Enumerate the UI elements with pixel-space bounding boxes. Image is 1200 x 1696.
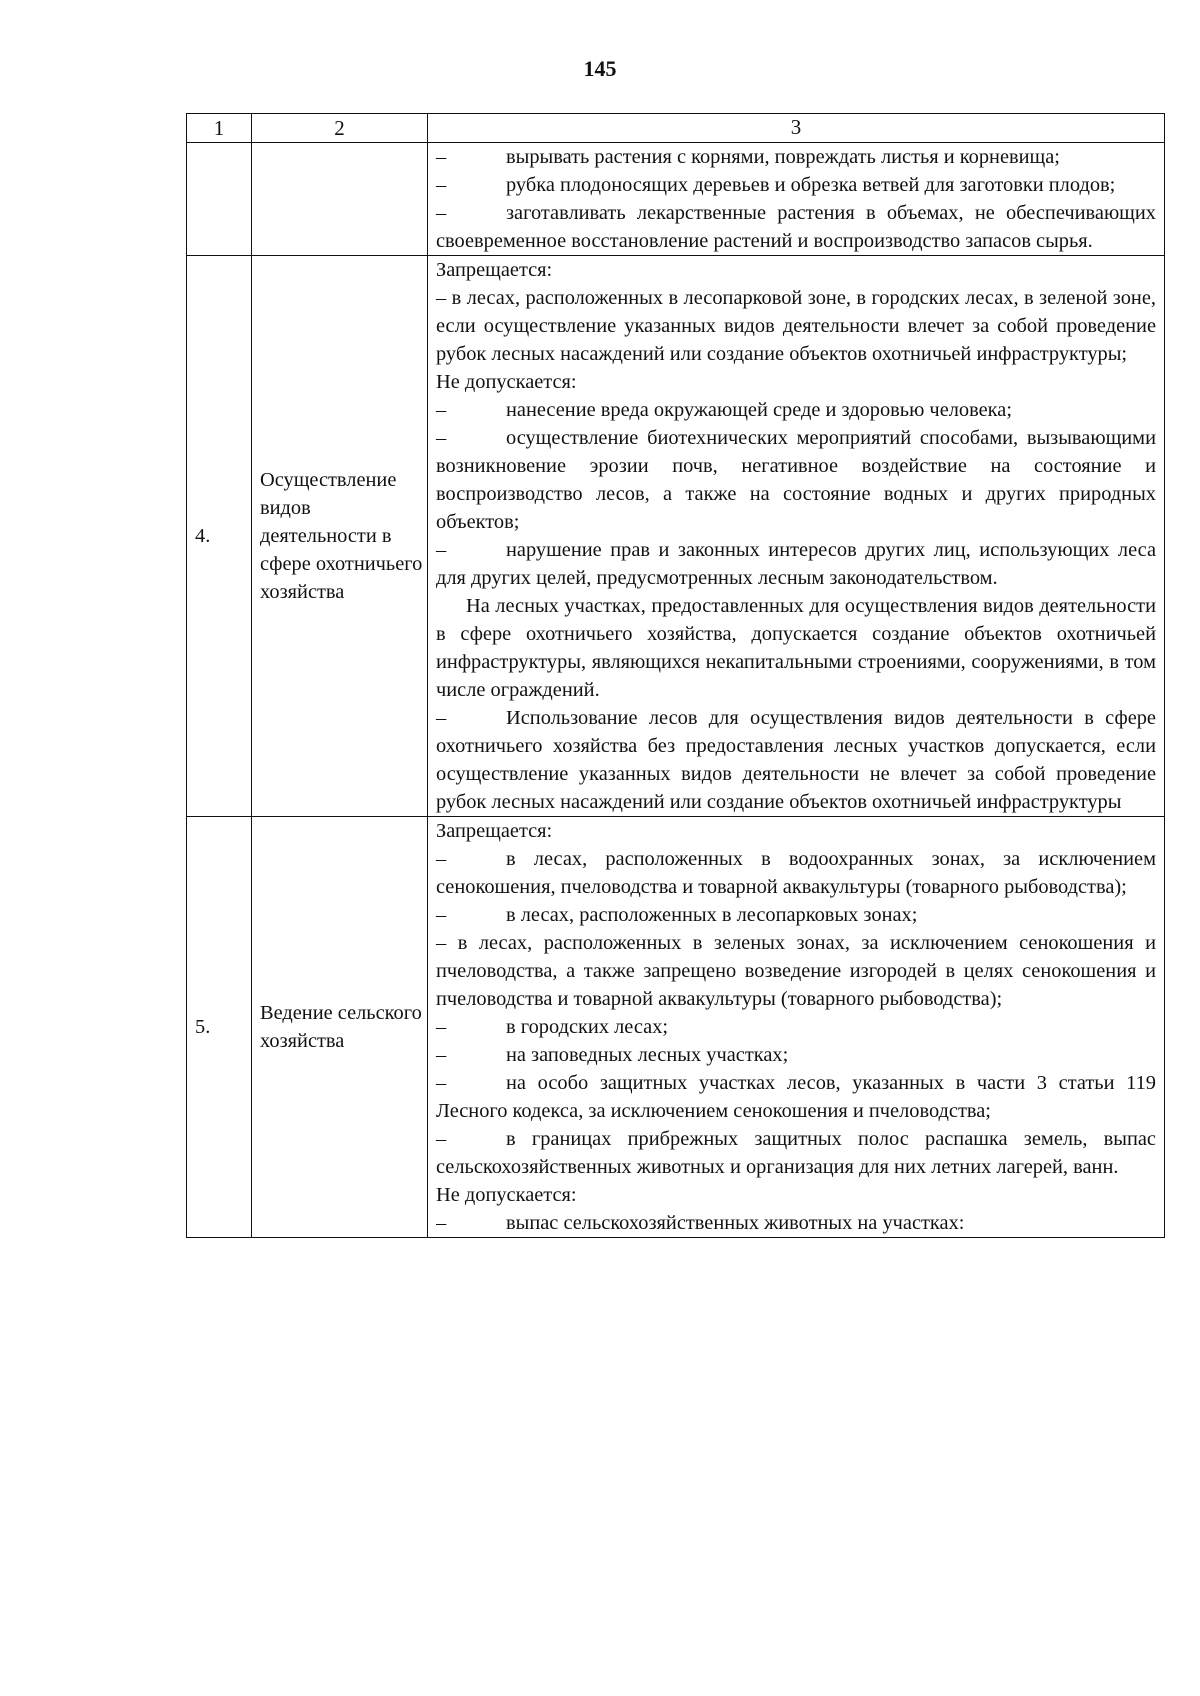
row-content-cell	[428, 817, 1165, 1238]
activity-name: Осуществление видов деятельности в сфере охотничьего хозяйства	[260, 469, 423, 603]
row-name-cell	[252, 817, 428, 1238]
prohibited-heading: Запрещается:	[436, 820, 553, 842]
list-item: – в лесах, расположенных в водоохранных зонах, за исключением сенокошения, пчеловодства и товарной аквакультуры (товарного рыбоводства);	[436, 848, 1156, 898]
list-item: – осуществление биотехнических мероприятий способами, вызывающими возникновение эрозии почв, негативное воздействие на состояние и воспроизводство лесов, а также на состояние водных и других природных объектов;	[436, 427, 1156, 533]
green-zone-text: – в лесах, расположенных в зеленых зонах, за исключением сенокошения и пчеловодства, а также запрещено возведение изгородей в целях сенокошения и пчеловодства и товарной аквакультуры (товарного рыбоводства);	[436, 932, 1156, 1010]
row-content-cell	[428, 256, 1165, 817]
list-item: – вырывать растения с корнями, повреждать листья и корневища;	[436, 146, 1060, 168]
header-col-1: 1	[187, 114, 252, 143]
list-item: – в границах прибрежных защитных полос распашка земель, выпас сельскохозяйственных животных и организация для них летних лагерей, ванн.	[436, 1128, 1156, 1178]
list-item: – в лесах, расположенных в лесопарковых зонах;	[436, 904, 918, 926]
list-item: – выпас сельскохозяйственных животных на участках:	[436, 1212, 965, 1234]
prohibited-heading: Запрещается:	[436, 259, 553, 281]
page-number: 145	[583, 56, 617, 81]
list-item: – на особо защитных участках лесов, указанных в части 3 статьи 119 Лесного кодекса, за исключением сенокошения и пчеловодства;	[436, 1072, 1156, 1122]
row-name-cell	[252, 256, 428, 817]
row-number-cell: 5.	[187, 817, 252, 1238]
table-row-4	[187, 256, 1165, 817]
not-allowed-heading: Не допускается:	[436, 1184, 577, 1206]
list-item: – Использование лесов для осуществления видов деятельности в сфере охотничьего хозяйства без предоставления лесных участков допускается, если осуществление указанных видов деятельности не влечет за собой проведение рубок лесных насаждений или создание объектов охотничьей инфраструктуры	[436, 707, 1156, 813]
row-number-cell: 4.	[187, 256, 252, 817]
list-item: – заготавливать лекарственные растения в объемах, не обеспечивающих своевременное восстановление растений и воспроизводство запасов сырья.	[436, 202, 1156, 252]
row-name-cell	[252, 143, 428, 256]
not-allowed-heading: Не допускается:	[436, 371, 577, 393]
prohibited-text: – в лесах, расположенных в лесопарковой зоне, в городских лесах, в зеленой зоне, если осуществление указанных видов деятельности влечет за собой проведение рубок лесных насаждений или создание объектов охотничьей инфраструктуры;	[436, 287, 1156, 365]
list-item: – рубка плодоносящих деревьев и обрезка ветвей для заготовки плодов;	[436, 174, 1116, 196]
row-number-cell	[187, 143, 252, 256]
table-row-5	[187, 817, 1165, 1238]
table-header-row	[187, 114, 1165, 143]
infrastructure-paragraph: На лесных участках, предоставленных для осуществления видов деятельности в сфере охотничьего хозяйства, допускается создание объектов охотничьей инфраструктуры, являющихся некапитальными строениями, сооружениями, в том числе ограждений.	[436, 595, 1156, 701]
list-item: – на заповедных лесных участках;	[436, 1044, 789, 1066]
header-col-3: 3	[428, 114, 1165, 143]
regulation-table	[186, 113, 1165, 1238]
table-row-continuation	[187, 143, 1165, 256]
list-item: – в городских лесах;	[436, 1016, 669, 1038]
activity-name: Ведение сельского хозяйства	[260, 1002, 422, 1052]
list-item: – нарушение прав и законных интересов других лиц, использующих леса для других целей, предусмотренных лесным законодательством.	[436, 539, 1156, 589]
header-col-2: 2	[252, 114, 428, 143]
list-item: – нанесение вреда окружающей среде и здоровью человека;	[436, 399, 1012, 421]
row-content-cell	[428, 143, 1165, 256]
